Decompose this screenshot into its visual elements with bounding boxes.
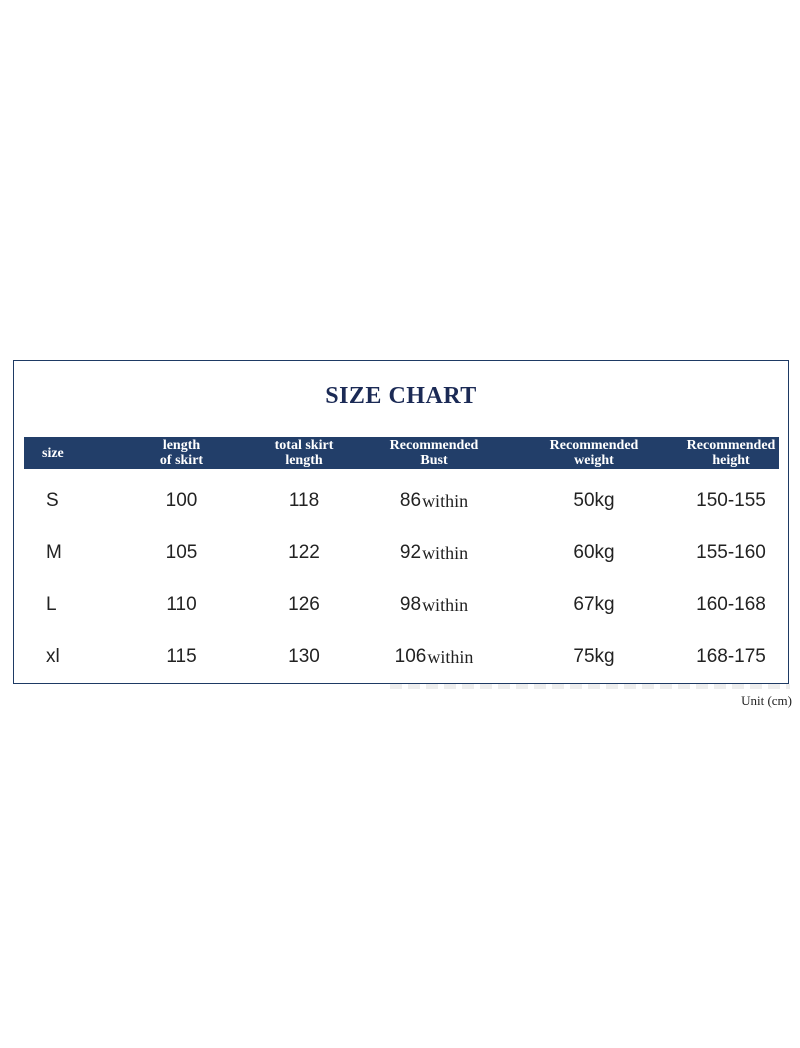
decorative-strip [390,684,790,689]
bust-value: 98 [399,594,422,615]
cell-recommended-height: 168-175 [696,646,766,667]
table-row [24,585,779,625]
cell-size: xl [46,646,60,667]
cell-total-skirt-length: 122 [288,542,320,563]
cell-size: M [46,542,62,563]
header-recommended-weight [529,437,659,469]
header-recommended-bust-line2: Bust [420,453,448,468]
header-size-line1: size [42,445,64,461]
cell-length-of-skirt: 105 [165,542,198,563]
header-total-skirt-length [249,437,359,469]
header-recommended-height [666,437,796,469]
table-row [24,481,779,521]
header-total-skirt-length-line1: total skirt [274,438,334,453]
table-row [24,533,779,573]
header-recommended-bust-line1: Recommended [389,438,479,453]
cell-recommended-weight: 50kg [573,490,615,511]
cell-total-skirt-length: 130 [288,646,320,667]
cell-recommended-bust [369,481,499,521]
bust-suffix: within [422,594,469,615]
header-length-of-skirt [134,437,229,469]
chart-title: SIZE CHART [325,383,477,409]
cell-recommended-height: 155-160 [696,542,766,563]
header-recommended-bust [369,437,499,469]
table-row [24,637,779,677]
cell-recommended-bust [369,637,499,677]
header-size [42,437,122,469]
cell-recommended-bust [369,585,499,625]
cell-recommended-weight: 75kg [573,646,615,667]
table-header [24,437,779,469]
cell-length-of-skirt: 115 [166,646,197,667]
header-recommended-weight-line1: Recommended [549,438,639,453]
header-recommended-weight-line2: weight [574,453,614,468]
bust-value: 86 [399,490,422,511]
bust-suffix: within [422,490,469,511]
cell-size: L [46,594,57,615]
header-recommended-height-line2: height [712,453,750,468]
bust-value: 92 [399,542,422,563]
cell-recommended-bust [369,533,499,573]
header-total-skirt-length-line2: length [285,453,323,468]
bust-suffix: within [427,646,474,667]
header-length-of-skirt-line2: of skirt [159,453,204,468]
bust-value: 106 [394,646,427,667]
cell-length-of-skirt: 110 [166,594,197,615]
cell-recommended-height: 150-155 [696,490,766,511]
header-recommended-height-line1: Recommended [686,438,776,453]
cell-recommended-height: 160-168 [696,594,766,615]
cell-total-skirt-length: 126 [288,594,320,615]
cell-length-of-skirt: 100 [165,490,198,511]
cell-recommended-weight: 67kg [573,594,615,615]
cell-total-skirt-length: 118 [288,490,320,511]
cell-size: S [46,490,59,511]
header-length-of-skirt-line1: length [162,438,201,453]
size-chart-box [13,360,789,684]
bust-suffix: within [422,542,469,563]
cell-recommended-weight: 60kg [573,542,615,563]
unit-note: Unit (cm) [741,693,792,708]
